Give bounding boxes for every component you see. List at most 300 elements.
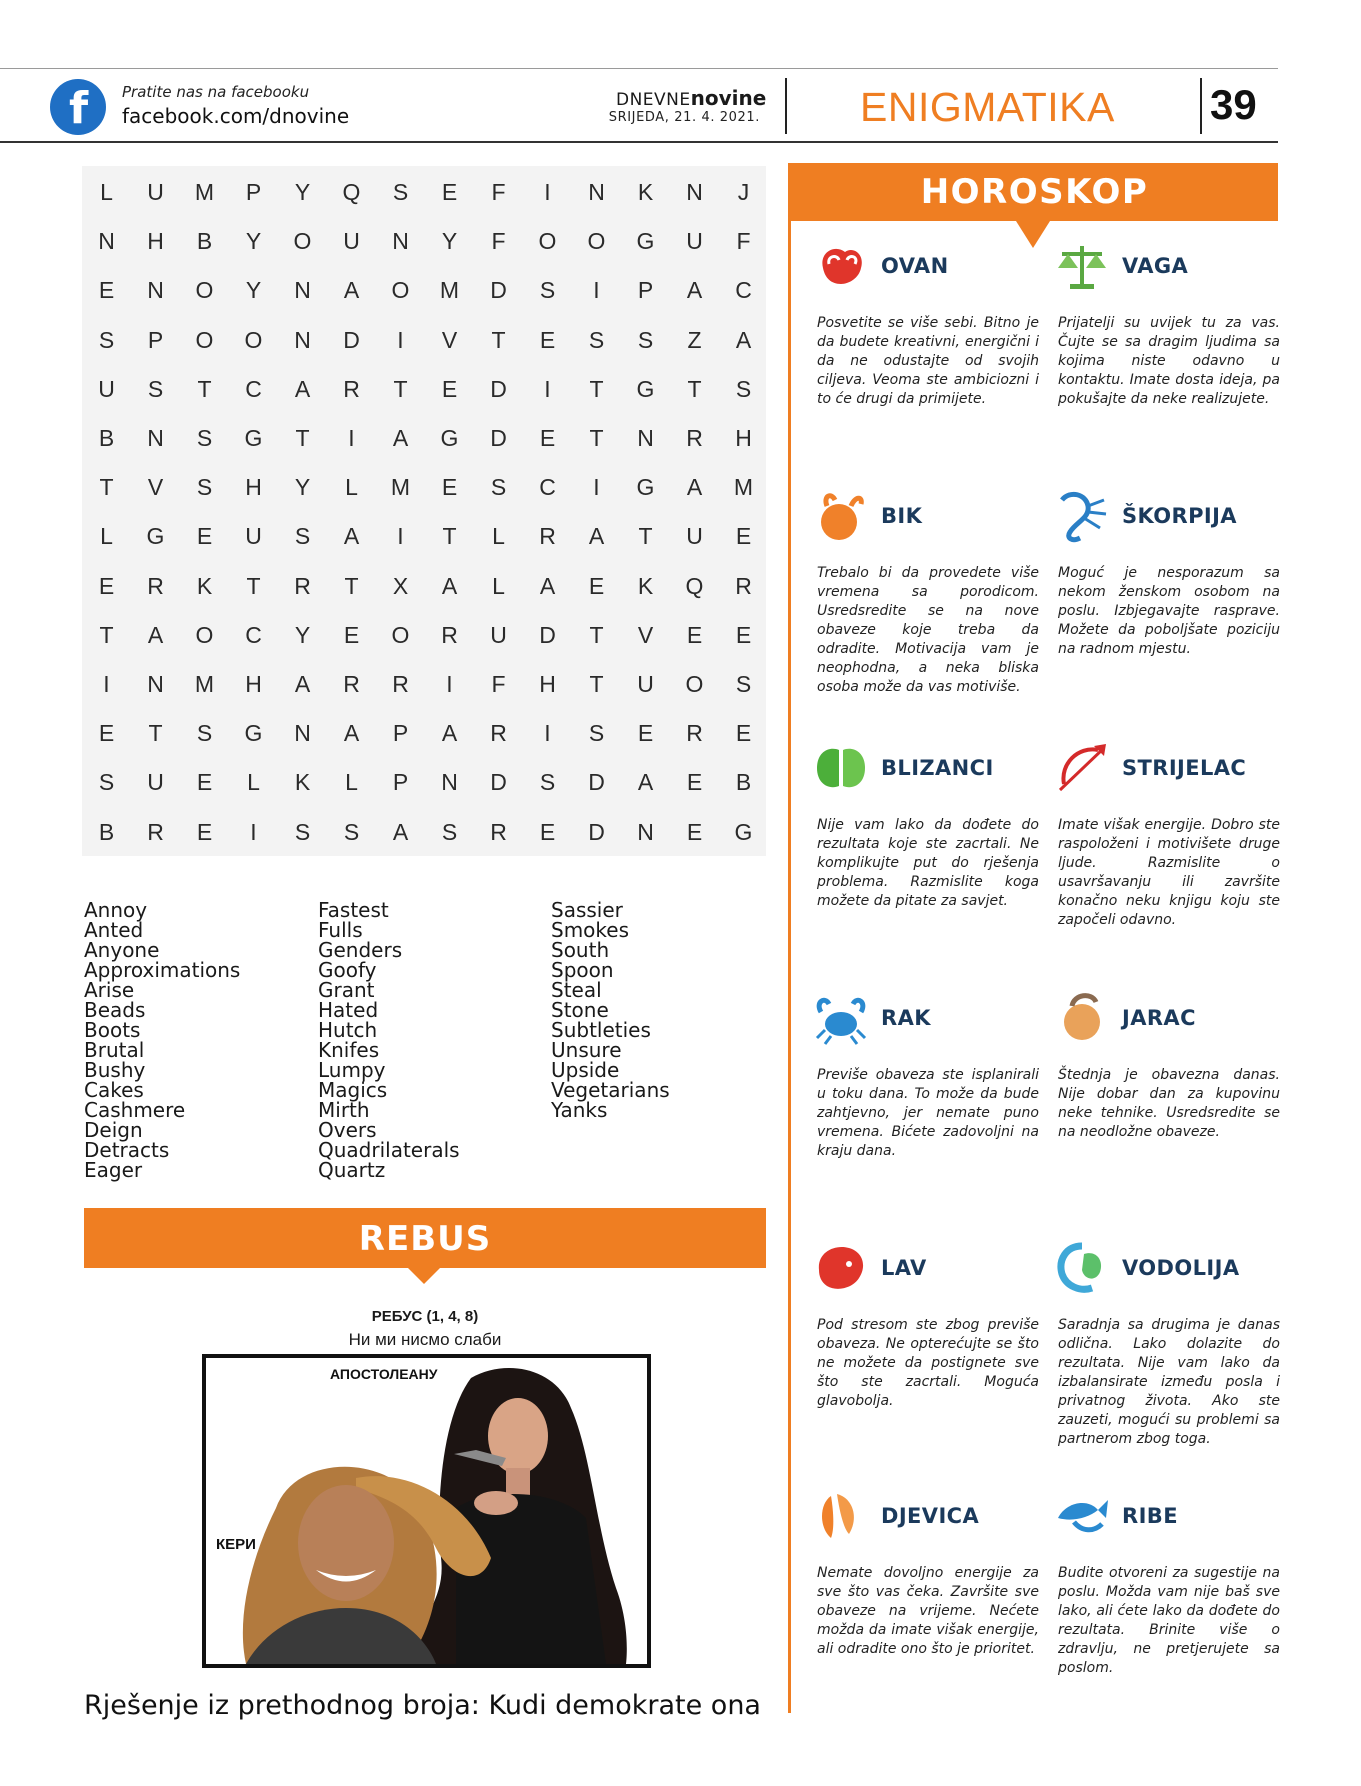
word-search-letter: I <box>446 670 453 697</box>
word-search-letter: R <box>686 425 703 452</box>
word-search-letter: Y <box>294 474 311 501</box>
word-search-letter: A <box>343 277 360 304</box>
facebook-label: Pratite nas na facebooku <box>122 83 310 101</box>
word-search-letter: R <box>686 720 703 747</box>
word-search-letter: E <box>539 425 556 452</box>
word-list-item: Upside <box>551 1058 620 1082</box>
word-search-letter: A <box>294 375 311 402</box>
word-search-letter: S <box>294 523 311 550</box>
word-search-letter: R <box>490 720 507 747</box>
rebus-header-arrow <box>408 1268 440 1284</box>
column-divider <box>788 163 791 1713</box>
word-search-letter: E <box>539 818 556 845</box>
word-search-letter: D <box>490 277 507 304</box>
word-search-letter: I <box>397 326 404 353</box>
rebus-hint: Ни ми нисмо слаби <box>348 1330 502 1349</box>
sign-text: Moguć je nesporazum sa nekom ženskom osobom na poslu. Izbjegavajte rasprave. Možete da poboljšate poziciju na radnom mjestu. <box>1058 565 1280 657</box>
word-search-letter: A <box>392 425 409 452</box>
sign-text: Pod stresom ste zbog previše obaveza. Ne opterećujte se što ne možete da postignete sve što ste zacrtali. Moguća glavobolja. <box>817 1317 1039 1409</box>
word-list-item: Eager <box>84 1158 143 1182</box>
word-list-item: Hutch <box>318 1018 378 1042</box>
sign-text: Budite otvoreni za sugestije na poslu. Možda vam nije baš sve lako, ali ćete lako da dođete do rezultata. Brinite više o zdravlju, ne pretjerujete sa poslom. <box>1058 1565 1280 1676</box>
word-search-letter: C <box>245 621 262 648</box>
word-search-letter: G <box>244 425 263 452</box>
word-search-letter: N <box>637 425 654 452</box>
top-rule <box>0 68 1278 69</box>
word-search-letter: E <box>735 523 752 550</box>
sign-name: BIK <box>881 504 923 528</box>
word-search-letter: R <box>392 670 409 697</box>
word-search-letter: K <box>196 572 213 599</box>
word-search-letter: M <box>194 179 215 206</box>
word-list-item: Steal <box>551 978 602 1002</box>
word-search-letter: N <box>147 425 164 452</box>
rebus-image <box>202 1354 651 1668</box>
gemini-icon <box>813 740 869 796</box>
sign-name: STRIJELAC <box>1122 756 1247 780</box>
sign-name: RAK <box>881 1006 931 1030</box>
word-search-letter: B <box>98 818 115 845</box>
word-search-letter: E <box>98 572 115 599</box>
virgo-icon <box>813 1488 869 1544</box>
sign-name: ŠKORPIJA <box>1122 504 1237 528</box>
word-search-letter: G <box>636 474 655 501</box>
word-list-item: Boots <box>84 1018 141 1042</box>
word-search-letter: M <box>194 670 215 697</box>
word-search-letter: E <box>686 769 703 796</box>
word-search-letter: U <box>98 375 115 402</box>
word-search-letter: P <box>637 277 654 304</box>
word-search-letter: S <box>637 326 654 353</box>
word-search-letter: Y <box>245 228 262 255</box>
word-search-letter: O <box>293 228 312 255</box>
word-search-letter: N <box>392 228 409 255</box>
word-search-letter: S <box>98 326 115 353</box>
word-search-letter: L <box>100 179 113 206</box>
scorpio-icon <box>1054 488 1110 544</box>
word-search-letter: A <box>343 720 360 747</box>
word-search-letter: R <box>343 375 360 402</box>
sign-name: RIBE <box>1122 1504 1178 1528</box>
word-search-letter: A <box>294 670 311 697</box>
word-search-letter: S <box>441 818 458 845</box>
sign-name: VODOLIJA <box>1122 1256 1240 1280</box>
word-search-letter: V <box>147 474 164 501</box>
sign-name: DJEVICA <box>881 1504 980 1528</box>
rebus-photo-illustration <box>206 1358 647 1664</box>
word-search-letter: N <box>441 769 458 796</box>
word-search-letter: A <box>686 277 703 304</box>
word-search-letter: E <box>98 277 115 304</box>
word-search-letter: U <box>686 523 703 550</box>
rebus-code: РЕБУС (1, 4, 8) <box>371 1308 479 1325</box>
header-divider <box>785 78 787 134</box>
word-search-letter: I <box>593 277 600 304</box>
word-search-letter: T <box>442 523 457 550</box>
word-search-letter: T <box>99 474 114 501</box>
word-search-letter: B <box>98 425 115 452</box>
word-search-letter: H <box>735 425 752 452</box>
word-search-letter: O <box>685 670 704 697</box>
word-search-letter: D <box>588 769 605 796</box>
word-search-letter: U <box>147 179 164 206</box>
word-search-letter: I <box>397 523 404 550</box>
word-search-letter: S <box>735 375 752 402</box>
word-search-letter: A <box>392 818 409 845</box>
word-list-item: Genders <box>318 938 403 962</box>
sign-text: Trebalo bi da provedete više vremena sa porodicom. Usredsredite se na nove obaveze koje treba da odradite. Motivacija vam je neophodna, a neka bliska osoba može da vas motiviše. <box>817 565 1039 695</box>
word-search-letter: S <box>147 375 164 402</box>
word-search-letter: E <box>196 523 213 550</box>
word-search-letter: A <box>637 769 654 796</box>
word-search-letter: S <box>588 720 605 747</box>
word-search-letter: C <box>539 474 556 501</box>
word-search-letter: C <box>735 277 752 304</box>
word-search-letter: L <box>345 474 358 501</box>
facebook-link[interactable]: facebook.com/dnovine <box>122 104 350 128</box>
word-search-letter: N <box>98 228 115 255</box>
word-search-letter: Q <box>342 179 361 206</box>
word-list-item: Spoon <box>551 958 614 982</box>
word-search-letter: S <box>588 326 605 353</box>
word-search-letter: P <box>147 326 164 353</box>
word-search-letter: I <box>348 425 355 452</box>
page-number: 39 <box>1210 81 1257 128</box>
word-list-item: South <box>551 938 610 962</box>
word-search-letter: O <box>195 326 214 353</box>
word-search-letter: E <box>196 769 213 796</box>
word-list-item: Annoy <box>84 898 148 922</box>
word-search-letter: S <box>196 425 213 452</box>
sign-text: Štednja je obavezna danas. Nije dobar dan za kupovinu neke tehnike. Usredsredite se na neodložne obaveze. <box>1058 1067 1280 1140</box>
word-search-letter: E <box>196 818 213 845</box>
word-search-letter: Y <box>441 228 458 255</box>
word-search-letter: S <box>196 474 213 501</box>
word-search-letter: D <box>343 326 360 353</box>
word-search-letter: E <box>735 720 752 747</box>
word-list-item: Sassier <box>551 898 623 922</box>
word-search-letter: G <box>146 523 165 550</box>
word-search-letter: A <box>686 474 703 501</box>
horoscope-header <box>791 163 1278 221</box>
word-search-letter: G <box>636 228 655 255</box>
word-search-letter: V <box>441 326 458 353</box>
facebook-icon[interactable]: f <box>50 79 106 135</box>
sign-text: Saradnja sa drugima je danas odlična. Lako dolazite do rezultata. Nije vam lako da izbalansirate između posla i privatnog života. Ako ste zauzeti, mogući su problemi sa partnerom zbog toga. <box>1058 1317 1280 1447</box>
sign-name: LAV <box>881 1256 927 1280</box>
word-list-column <box>318 900 548 1180</box>
word-search-letter: K <box>637 572 654 599</box>
previous-solution: Rješenje iz prethodnog broja: Kudi demokrate ona <box>84 1690 761 1721</box>
word-search-letter: T <box>393 375 408 402</box>
word-search-letter: D <box>490 425 507 452</box>
word-list-item: Bushy <box>84 1058 146 1082</box>
word-search-letter: O <box>538 228 557 255</box>
word-list-item: Stone <box>551 998 609 1022</box>
word-search-letter: T <box>638 523 653 550</box>
sign-text: Nije vam lako da dođete do rezultata koje ste zacrtali. Ne komplikujte put do rješenja problema. Razmislite koga možete da pitate za savjet. <box>817 817 1039 909</box>
word-search-letter: N <box>637 818 654 845</box>
word-search-letter: D <box>490 375 507 402</box>
word-search-letter: V <box>637 621 654 648</box>
word-search-letter: T <box>687 375 702 402</box>
word-search-letter: E <box>98 720 115 747</box>
word-search-letter: H <box>245 670 262 697</box>
sign-name: BLIZANCI <box>881 756 994 780</box>
word-search-letter: A <box>588 523 605 550</box>
word-list-item: Grant <box>318 978 375 1002</box>
word-list-item: Approximations <box>84 958 241 982</box>
word-search-letter: I <box>593 474 600 501</box>
word-search-letter: I <box>103 670 110 697</box>
word-search-letter: T <box>99 621 114 648</box>
word-search-letter: L <box>492 523 505 550</box>
paper-name <box>616 86 767 110</box>
word-search-letter: X <box>392 572 409 599</box>
rebus-header <box>84 1208 766 1268</box>
horoscope-header-arrow <box>1016 221 1050 248</box>
word-search-letter: U <box>147 769 164 796</box>
word-list-item: Arise <box>84 978 135 1002</box>
word-search-letter: O <box>391 277 410 304</box>
aries-icon <box>813 238 869 294</box>
word-list-item: Fastest <box>318 898 389 922</box>
word-search-letter: U <box>490 621 507 648</box>
word-search-letter: E <box>735 621 752 648</box>
word-list-item: Anted <box>84 918 144 942</box>
word-search-letter: R <box>735 572 752 599</box>
word-search-letter: A <box>343 523 360 550</box>
word-search-letter: A <box>539 572 556 599</box>
word-search-letter: F <box>736 228 751 255</box>
word-search-letter: D <box>588 818 605 845</box>
word-search-letter: U <box>343 228 360 255</box>
word-search-letter: S <box>539 769 556 796</box>
word-search-letter: E <box>343 621 360 648</box>
word-list-item: Quadrilaterals <box>318 1138 460 1162</box>
word-search-letter: R <box>490 818 507 845</box>
word-search-letter: E <box>441 474 458 501</box>
word-search-letter: E <box>686 818 703 845</box>
word-search-letter: N <box>686 179 703 206</box>
word-search-letter: T <box>197 375 212 402</box>
sign-text: Nemate dovoljno energije za sve što vas čeka. Završite sve obaveze na vrijeme. Nećete možda da imate višak energije, ali odradite ono što je prioritet. <box>817 1565 1039 1657</box>
sign-name: VAGA <box>1122 254 1189 278</box>
word-search-letter: F <box>491 670 506 697</box>
word-search-letter: N <box>588 179 605 206</box>
word-list-item: Anyone <box>84 938 160 962</box>
word-search-letter: N <box>294 277 311 304</box>
pisces-icon <box>1054 1488 1110 1544</box>
word-list-item: Brutal <box>84 1038 145 1062</box>
word-search-letter: U <box>245 523 262 550</box>
word-search-letter: E <box>539 326 556 353</box>
word-search-letter: M <box>733 474 754 501</box>
word-search-letter: T <box>344 572 359 599</box>
sign-text: Imate višak energije. Dobro ste raspoloženi i motivišete druge ljude. Razmislite o usavršavanju ili završite konačno neku knjigu koju ste započeli odavno. <box>1058 817 1280 928</box>
word-list-item: Detracts <box>84 1138 170 1162</box>
word-search-letter: S <box>490 474 507 501</box>
word-search-letter: G <box>734 818 753 845</box>
word-search-letter: O <box>587 228 606 255</box>
word-list-item: Lumpy <box>318 1058 386 1082</box>
word-search-letter: E <box>588 572 605 599</box>
word-search-letter: Q <box>685 572 704 599</box>
header-rule <box>0 141 1278 143</box>
word-search-letter: T <box>589 670 604 697</box>
sign-text: Prijatelji su uvijek tu za vas. Čujte se sa dragim ljudima sa kojima niste odavno u kontaktu. Imate dosta ideja, pa pokušajte da neke realizujete. <box>1058 315 1280 407</box>
word-list-item: Vegetarians <box>551 1078 670 1102</box>
word-search-letter: C <box>245 375 262 402</box>
word-search-letter: Z <box>687 326 702 353</box>
word-list-item: Yanks <box>551 1098 608 1122</box>
word-search-letter: T <box>589 621 604 648</box>
word-search-letter: I <box>544 720 551 747</box>
word-search-letter: S <box>294 818 311 845</box>
word-search-letter: I <box>250 818 257 845</box>
word-search-letter: S <box>343 818 360 845</box>
word-search-letter: K <box>294 769 311 796</box>
word-search-letter: U <box>686 228 703 255</box>
word-search-letter: O <box>195 621 214 648</box>
word-search-letter: T <box>491 326 506 353</box>
word-search-letter: E <box>686 621 703 648</box>
word-search-letter: G <box>636 375 655 402</box>
word-search-letter: S <box>539 277 556 304</box>
sign-name: OVAN <box>881 254 949 278</box>
word-search-letter: U <box>637 670 654 697</box>
word-search-letter: G <box>244 720 263 747</box>
word-list-item: Knifes <box>318 1038 380 1062</box>
word-search-letter: D <box>490 769 507 796</box>
paper-name-light: DNEVNE <box>616 90 691 110</box>
word-list-item: Unsure <box>551 1038 622 1062</box>
word-search-letter: N <box>147 277 164 304</box>
rebus-label-left: КЕРИ <box>216 1536 256 1553</box>
header-divider <box>1200 78 1202 134</box>
word-list-item: Subtleties <box>551 1018 651 1042</box>
word-list-column <box>551 900 781 1120</box>
word-search-letter: F <box>491 179 506 206</box>
word-search-grid <box>82 168 766 857</box>
word-search-letter: M <box>439 277 460 304</box>
word-search-letter: Y <box>294 621 311 648</box>
word-search-letter: A <box>441 572 458 599</box>
word-search-letter: S <box>392 179 409 206</box>
word-search-letter: N <box>294 326 311 353</box>
word-list-item: Mirth <box>318 1098 370 1122</box>
leo-icon <box>813 1240 869 1296</box>
rebus-label-top: АПОСТОЛЕАНУ <box>330 1366 438 1382</box>
word-search-letter: G <box>440 425 459 452</box>
word-search-letter: R <box>539 523 556 550</box>
word-search-letter: J <box>737 179 750 206</box>
word-list-item: Beads <box>84 998 146 1022</box>
word-search-letter: S <box>98 769 115 796</box>
issue-date: SRIJEDA, 21. 4. 2021. <box>608 110 760 125</box>
word-search-letter: R <box>294 572 311 599</box>
word-list-item: Smokes <box>551 918 630 942</box>
word-list-item: Goofy <box>318 958 377 982</box>
horoscope-title: HOROSKOP <box>920 172 1149 212</box>
paper-name-bold: novine <box>690 86 767 110</box>
word-search-letter: T <box>148 720 163 747</box>
word-search-letter: O <box>244 326 263 353</box>
rebus-title: REBUS <box>358 1219 492 1259</box>
word-search-letter: P <box>392 769 409 796</box>
word-search-letter: E <box>637 720 654 747</box>
word-search-letter: S <box>196 720 213 747</box>
word-list-item: Quartz <box>318 1158 386 1182</box>
word-search-letter: A <box>735 326 752 353</box>
word-list-item: Magics <box>318 1078 388 1102</box>
word-search-letter: T <box>246 572 261 599</box>
word-search-letter: M <box>390 474 411 501</box>
word-search-letter: I <box>544 375 551 402</box>
word-search-letter: A <box>441 720 458 747</box>
word-search-letter: K <box>637 179 654 206</box>
word-search-letter: T <box>589 375 604 402</box>
sign-text: Previše obaveza ste isplanirali u toku dana. To može da bude zahtjevno, jer nemate puno vremena. Bićete zadovoljni na kraju dana. <box>817 1067 1039 1159</box>
word-search-letter: L <box>345 769 358 796</box>
word-list-item: Cakes <box>84 1078 144 1102</box>
sign-text: Posvetite se više sebi. Bitno je da budete kreativni, energični i da ne odustajte od svojih ciljeva. Veoma ste ambiciozni i to će drugi da primijete. <box>817 315 1039 407</box>
word-search-letter: P <box>245 179 262 206</box>
word-list-item: Overs <box>318 1118 377 1142</box>
word-search-letter: L <box>492 572 505 599</box>
section-title: ENIGMATIKA <box>860 84 1115 130</box>
word-search-letter: L <box>247 769 260 796</box>
taurus-icon <box>813 488 869 544</box>
word-search-letter: H <box>539 670 556 697</box>
word-list-item: Hated <box>318 998 379 1022</box>
word-search-letter: N <box>294 720 311 747</box>
word-search-letter: O <box>195 277 214 304</box>
word-search-letter: T <box>295 425 310 452</box>
word-search-letter: N <box>147 670 164 697</box>
word-search-letter: R <box>441 621 458 648</box>
word-search-letter: H <box>147 228 164 255</box>
word-list-item: Deign <box>84 1118 143 1142</box>
word-list-item: Cashmere <box>84 1098 186 1122</box>
sagittarius-icon <box>1054 740 1110 796</box>
libra-icon <box>1054 238 1110 294</box>
word-list-item: Fulls <box>318 918 363 942</box>
word-list-column <box>84 900 314 1180</box>
word-search-letter: H <box>245 474 262 501</box>
capricorn-icon <box>1054 990 1110 1046</box>
word-search-letter: B <box>735 769 752 796</box>
word-search-letter: T <box>589 425 604 452</box>
word-search-letter: E <box>441 375 458 402</box>
word-search-letter: O <box>391 621 410 648</box>
word-search-letter: P <box>392 720 409 747</box>
word-search-letter: R <box>147 572 164 599</box>
word-search-letter: I <box>544 179 551 206</box>
word-search-letter: F <box>491 228 506 255</box>
word-search-letter: L <box>100 523 113 550</box>
word-search-letter: D <box>539 621 556 648</box>
word-search-letter: E <box>441 179 458 206</box>
cancer-icon <box>813 990 869 1046</box>
word-search-letter: R <box>147 818 164 845</box>
word-search-letter: R <box>343 670 360 697</box>
word-search-letter: A <box>147 621 164 648</box>
word-search-letter: S <box>735 670 752 697</box>
aquarius-icon <box>1054 1240 1110 1296</box>
word-search-letter: B <box>196 228 213 255</box>
sign-name: JARAC <box>1122 1006 1196 1030</box>
